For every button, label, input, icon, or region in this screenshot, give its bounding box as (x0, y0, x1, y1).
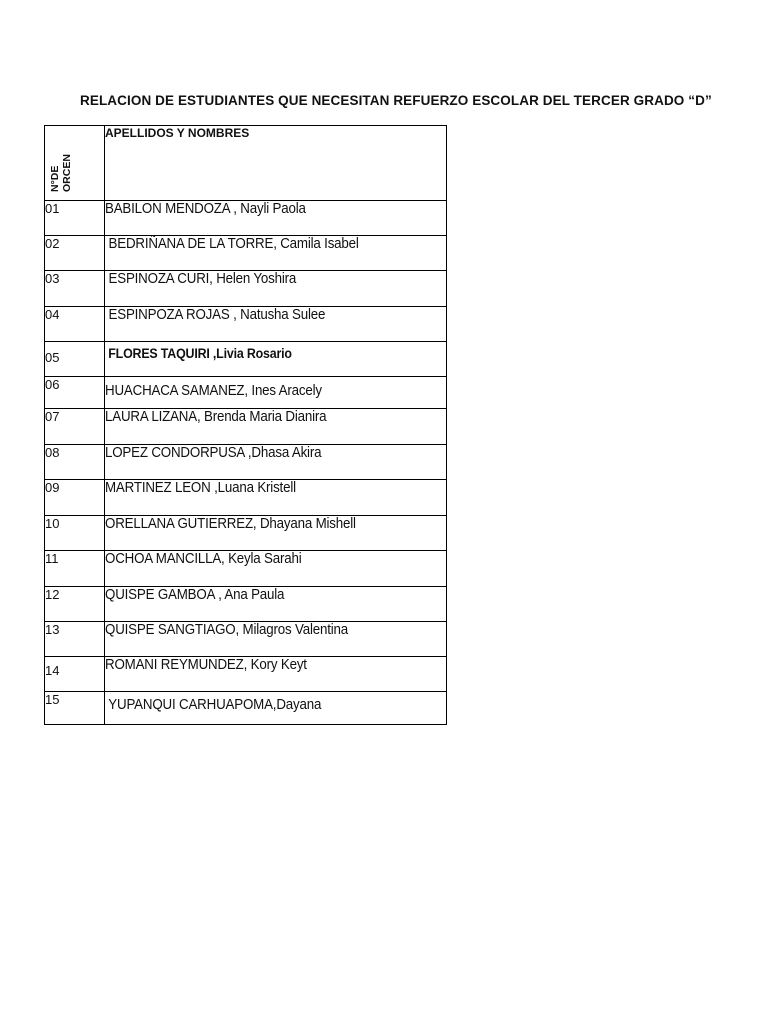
row-number: 11 (45, 551, 105, 587)
table-row (45, 307, 447, 342)
student-name: BABILON MENDOZA , Nayli Paola (105, 201, 447, 236)
row-number: 07 (45, 409, 105, 445)
table-row (45, 692, 447, 725)
table-row (45, 657, 447, 692)
row-number: 14 (45, 657, 105, 692)
table-row (45, 409, 447, 445)
student-table (44, 125, 447, 725)
row-number: 10 (45, 516, 105, 551)
row-number: 01 (45, 201, 105, 236)
row-number: 09 (45, 480, 105, 516)
row-number: 04 (45, 307, 105, 342)
table-row (45, 622, 447, 657)
table-row (45, 236, 447, 271)
row-number: 12 (45, 587, 105, 622)
header-names: APELLIDOS Y NOMBRES (105, 126, 447, 201)
student-name: BEDRIÑANA DE LA TORRE, Camila Isabel (105, 236, 447, 271)
header-order-number-line2: ORCEN (61, 154, 73, 192)
row-number: 08 (45, 445, 105, 480)
student-name: HUACHACA SAMANEZ, Ines Aracely (105, 377, 447, 409)
table-row (45, 480, 447, 516)
student-name: ROMANI REYMUNDEZ, Kory Keyt (105, 657, 447, 692)
document-title: RELACION DE ESTUDIANTES QUE NECESITAN REFUERZO ESCOLAR DEL TERCER GRADO “D” (80, 93, 712, 108)
table-row (45, 516, 447, 551)
student-name: QUISPE SANGTIAGO, Milagros Valentina (105, 622, 447, 657)
student-name: ESPINOZA CURI, Helen Yoshira (105, 271, 447, 307)
table-header-row (45, 126, 447, 201)
student-name: FLORES TAQUIRI ,Livia Rosario (105, 342, 447, 377)
table-row (45, 377, 447, 409)
table-row (45, 587, 447, 622)
row-number: 06 (45, 377, 105, 409)
row-number: 13 (45, 622, 105, 657)
row-number: 15 (45, 692, 105, 725)
row-number: 02 (45, 236, 105, 271)
table-row (45, 342, 447, 377)
student-name: MARTINEZ LEON ,Luana Kristell (105, 480, 447, 516)
student-name: ORELLANA GUTIERREZ, Dhayana Mishell (105, 516, 447, 551)
table-row (45, 445, 447, 480)
student-name: ESPINPOZA ROJAS , Natusha Sulee (105, 307, 447, 342)
table-row (45, 551, 447, 587)
student-name: QUISPE GAMBOA , Ana Paula (105, 587, 447, 622)
header-order-number (45, 126, 105, 201)
table-row (45, 271, 447, 307)
table-row (45, 201, 447, 236)
header-order-number-line1: N°DE (49, 165, 61, 192)
student-name: LOPEZ CONDORPUSA ,Dhasa Akira (105, 445, 447, 480)
student-name: OCHOA MANCILLA, Keyla Sarahi (105, 551, 447, 587)
row-number: 03 (45, 271, 105, 307)
student-name: YUPANQUI CARHUAPOMA,Dayana (105, 692, 447, 725)
row-number: 05 (45, 342, 105, 377)
student-name: LAURA LIZANA, Brenda Maria Dianira (105, 409, 447, 445)
